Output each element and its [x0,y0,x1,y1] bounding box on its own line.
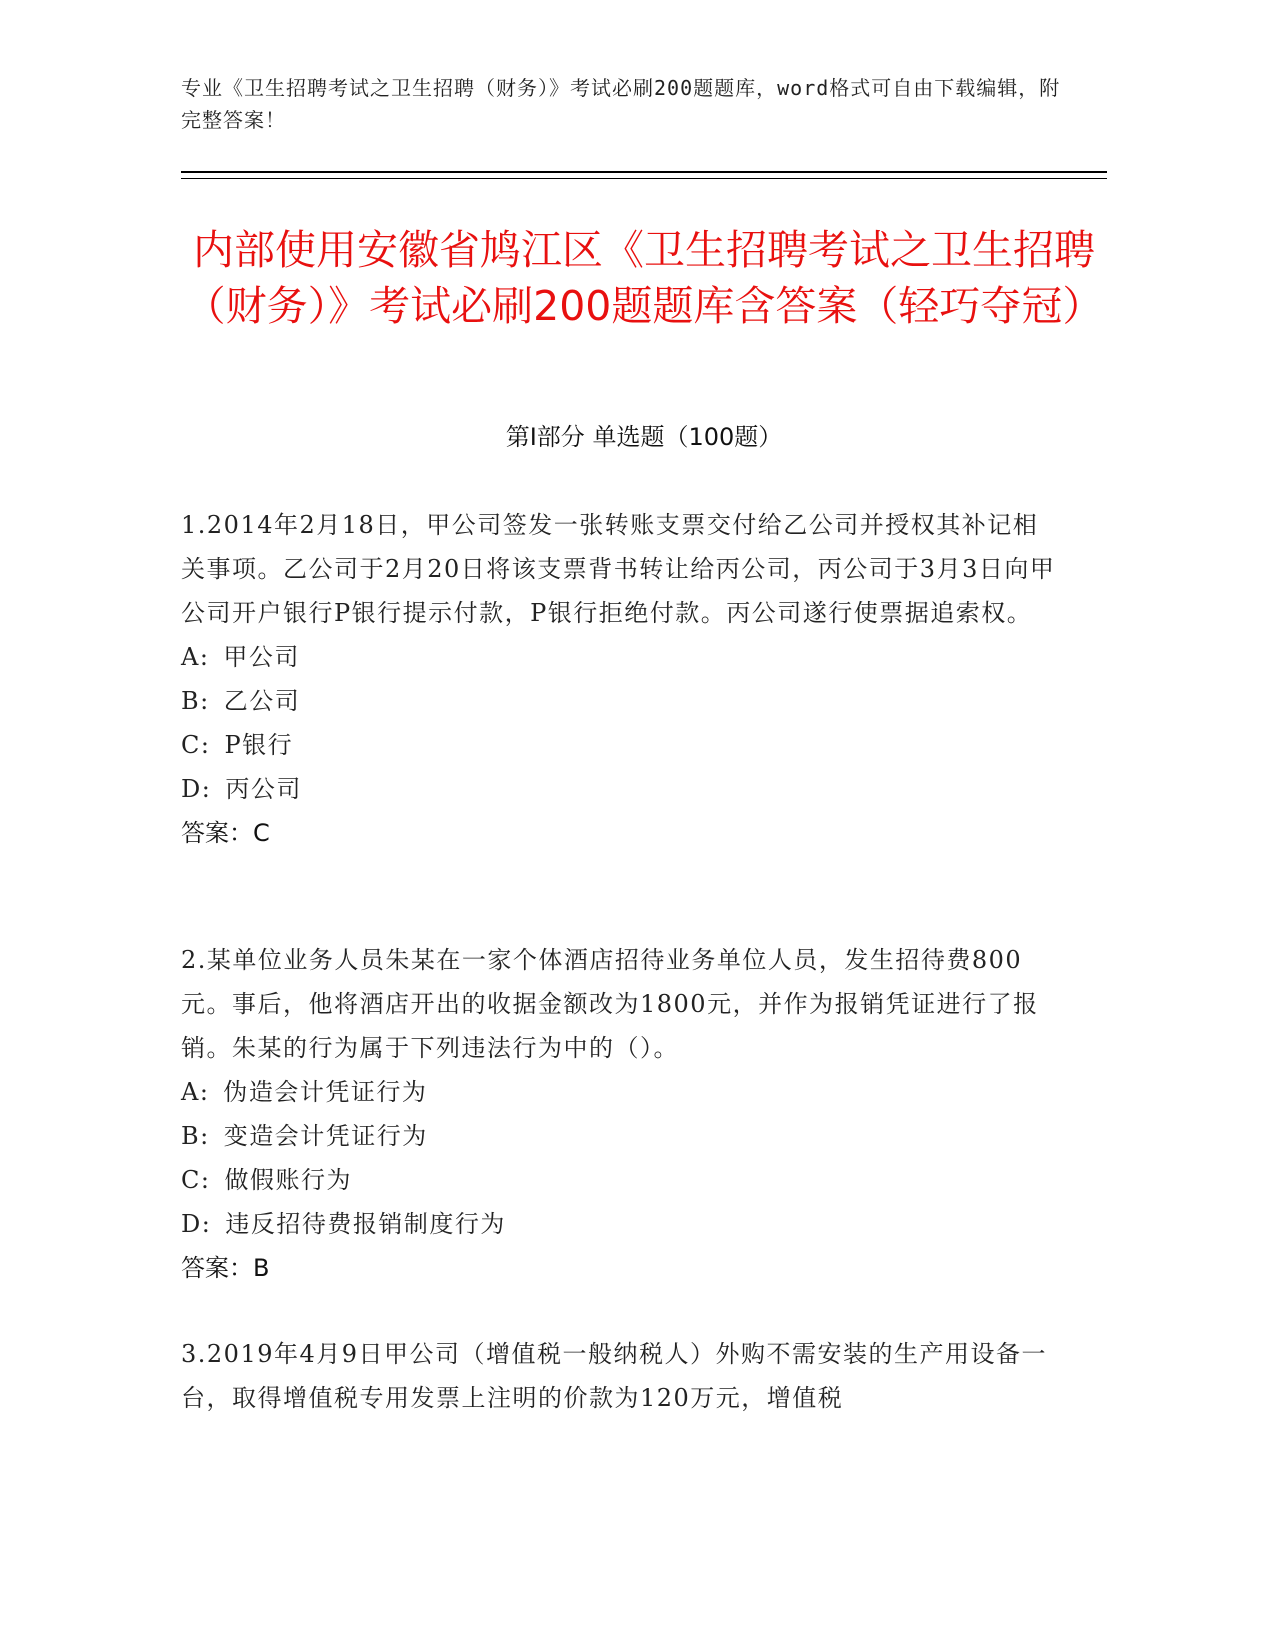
option-key: A: [181,643,210,671]
question-text: 1.2014年2月18日，甲公司签发一张转账支票交付给乙公司并授权其补记相关事项。乙公司于2月20日将该支票背书转让给丙公司，丙公司于3月3日向甲公司开户银行P银行提示付款，P银行拒绝付款。丙公司遂行使票据追索权。 [181,511,1056,627]
option-text: 甲公司 [223,643,300,671]
option-b [181,1114,1061,1158]
option-c [181,1158,1061,1202]
option-key: C: [181,1166,211,1194]
option-a [181,1070,1061,1114]
answer-line: 答案：B [181,1254,270,1282]
option-text: 变造会计凭证行为 [223,1122,428,1150]
option-key: A: [181,1078,210,1106]
option-key: B: [181,687,210,715]
question-text: 2.某单位业务人员朱某在一家个体酒店招待业务单位人员，发生招待费800元。事后，他将酒店开出的收据金额改为1800元，并作为报销凭证进行了报销。朱某的行为属于下列违法行为中的（）。 [181,946,1039,1062]
option-key: D: [181,1210,212,1238]
option-d [181,1202,1061,1246]
intro-text: 专业《卫生招聘考试之卫生招聘（财务）》考试必刷200题题库，word格式可自由下载编辑，附完整答案！ [181,76,1061,132]
option-key: D: [181,775,212,803]
section-heading: 第Ⅰ部分 单选题（100题） [505,423,783,451]
option-key: C: [181,731,211,759]
answer-line: 答案：C [181,819,270,847]
question-2 [181,938,1061,1290]
option-d [181,767,1061,811]
question-1 [181,503,1061,855]
option-text: 做假账行为 [224,1166,352,1194]
header-divider-thin [181,178,1107,179]
question-text: 3.2019年4月9日甲公司（增值税一般纳税人）外购不需安装的生产用设备一台，取得增值税专用发票上注明的价款为120万元，增值税 [181,1340,1048,1412]
option-b [181,679,1061,723]
question-3 [181,1332,1061,1420]
option-a [181,635,1061,679]
option-text: 乙公司 [223,687,301,715]
option-text: P银行 [224,731,294,759]
document-title: 内部使用安徽省鸠江区《卫生招聘考试之卫生招聘（财务）》考试必刷200题题库含答案（轻巧夺冠） [184,226,1104,330]
option-key: B: [181,1122,210,1150]
header-divider-thick [181,171,1107,173]
option-text: 丙公司 [225,775,302,803]
option-text: 违反招待费报销制度行为 [225,1210,506,1238]
option-text: 伪造会计凭证行为 [223,1078,428,1106]
option-c [181,723,1061,767]
